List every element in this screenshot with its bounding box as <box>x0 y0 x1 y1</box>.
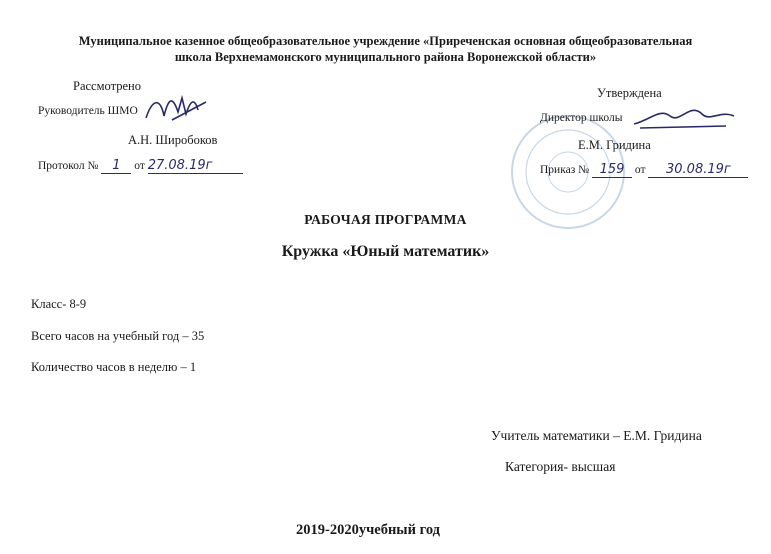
protocol-label: Протокол № <box>38 160 99 172</box>
hours-year-text: Всего часов на учебный год – 35 <box>31 329 205 343</box>
program-title: РАБОЧАЯ ПРОГРАММА <box>304 212 467 227</box>
club-title: Кружка «Юный математик» <box>281 243 490 260</box>
director-signature <box>630 98 740 138</box>
shmo-head-name: А.Н. Широбоков <box>128 133 218 147</box>
order-from-label: от <box>634 164 646 176</box>
hours-week-text: Количество часов в неделю – 1 <box>31 360 197 374</box>
order-line <box>540 162 748 178</box>
considered-label: Рассмотрено <box>73 79 141 93</box>
order-date: 30.08.19г <box>648 162 748 178</box>
teacher-category: Категория- высшая <box>505 459 616 474</box>
teacher-name: Учитель математики – Е.М. Гридина <box>491 428 702 443</box>
header-line-2: школа Верхнемамонского муниципального района Воронежской области» <box>174 50 597 64</box>
grade-text: Класс- 8-9 <box>31 297 87 311</box>
order-label: Приказ № <box>540 164 590 176</box>
protocol-line <box>38 158 243 174</box>
shmo-head-signature <box>142 90 212 130</box>
approved-label: Утверждена <box>597 86 662 100</box>
academic-year: 2019-2020учебный год <box>296 522 440 538</box>
shmo-head-label: Руководитель ШМО <box>38 105 138 117</box>
director-label: Директор школы <box>540 112 623 124</box>
protocol-from-label: от <box>134 160 145 172</box>
protocol-date: 27.08.19г <box>148 158 243 174</box>
header-line-1: Муниципальное казенное общеобразовательное учреждение «Приреченская основная общеобразовательная <box>78 34 693 48</box>
order-number: 159 <box>592 162 632 178</box>
director-name: Е.М. Гридина <box>578 138 651 152</box>
protocol-number: 1 <box>101 158 131 174</box>
